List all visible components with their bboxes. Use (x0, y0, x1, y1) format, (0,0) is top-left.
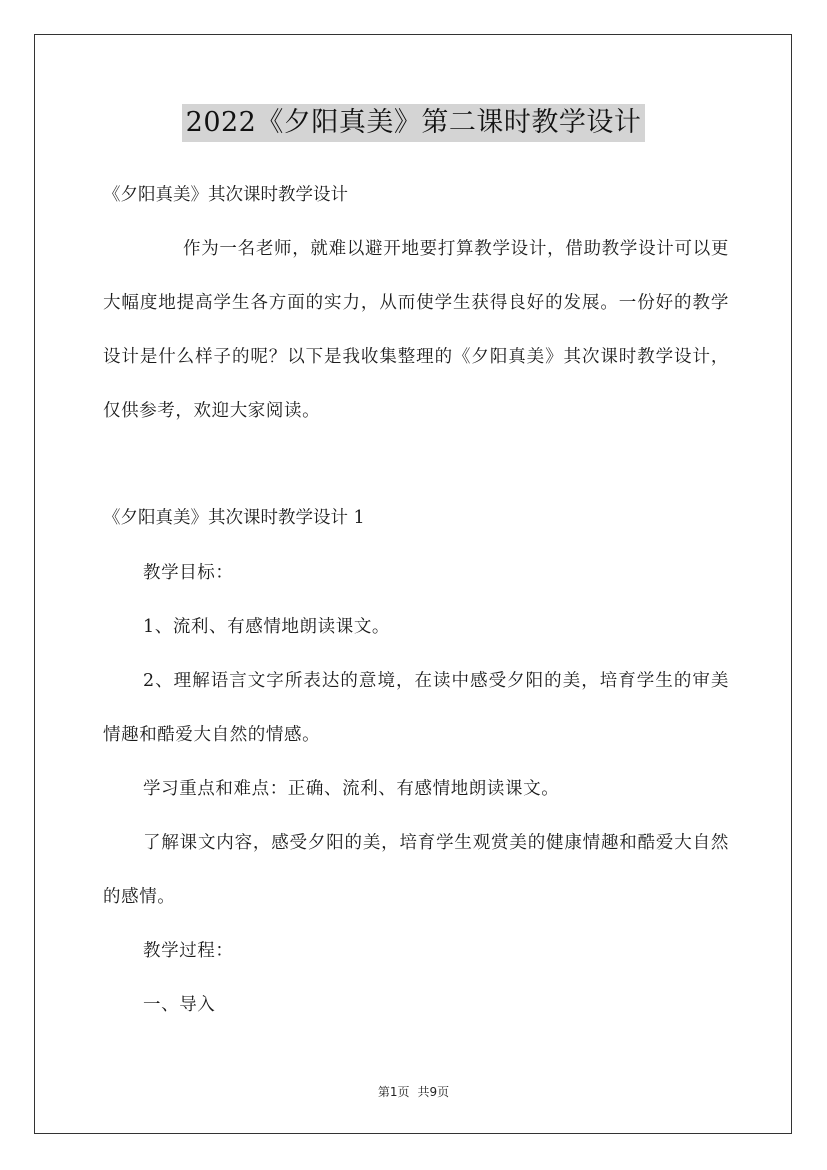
document-title: 2022《夕阳真美》第二课时教学设计 (182, 104, 646, 142)
page-footer (0, 1083, 827, 1100)
teaching-goal-label: 教学目标： (143, 563, 234, 583)
page-number-current: 第1页 (377, 1085, 410, 1099)
intro-heading: 《夕阳真美》其次课时教学设计 (103, 185, 348, 205)
goal-item-2: 2、理解语言文字所表达的意境，在读中感受夕阳的美，培育学生的审美情趣和酷爱大自然的情感。 (103, 671, 729, 745)
page-number-total: 共9页 (417, 1085, 450, 1099)
goal-item-1: 1、流利、有感情地朗读课文。 (143, 617, 391, 637)
key-points-paragraph: 学习重点和难点：正确、流利、有感情地朗读课文。 (143, 779, 560, 799)
title-container (0, 104, 827, 142)
section-heading: 《夕阳真美》其次课时教学设计 1 (103, 508, 365, 528)
intro-paragraph: 作为一名老师，就难以避开地要打算教学设计，借助教学设计可以更大幅度地提高学生各方面的实力，从而使学生获得良好的发展。一份好的教学设计是什么样子的呢？以下是我收集整理的《夕阳真美》其次课时教学设计，仅供参考，欢迎大家阅读。 (103, 239, 729, 421)
understand-paragraph: 了解课文内容，感受夕阳的美，培育学生观赏美的健康情趣和酷爱大自然的感情。 (103, 833, 729, 907)
import-section-label: 一、导入 (143, 995, 216, 1015)
teaching-process-label: 教学过程： (143, 941, 234, 961)
